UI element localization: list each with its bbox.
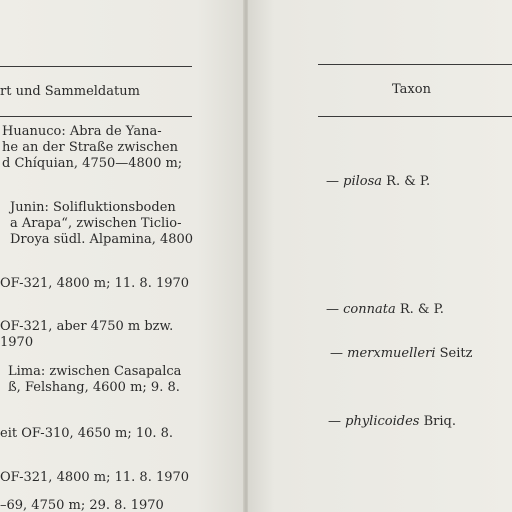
header-rule-left: [0, 116, 192, 117]
locality-entry: Junin: Solifluktionsboden a Arapa“, zwischen Ticlio- Droya südl. Alpamina, 4800: [10, 200, 194, 247]
taxon-entry: — pilosa R. & P.: [326, 174, 431, 189]
locality-entry: eit OF-310, 4650 m; 10. 8.: [0, 426, 174, 441]
column-header-locality: rt und Sammeldatum: [0, 84, 140, 99]
top-rule-left: [0, 66, 192, 67]
locality-entry: OF-321, 4800 m; 11. 8. 1970: [0, 276, 190, 291]
taxon-entry: — connata R. & P.: [326, 302, 444, 317]
locality-entry: Huanuco: Abra de Yana- he an der Straße zwischen d Chíquian, 4750—4800 m;: [2, 124, 183, 171]
locality-entry: Lima: zwischen Casapalca ß, Felshang, 4600 m; 9. 8.: [8, 364, 182, 395]
locality-entry: OF-321, aber 4750 m bzw. 1970: [0, 319, 174, 350]
header-rule-right: [318, 116, 512, 117]
top-rule-right: [318, 64, 512, 65]
column-header-taxon: Taxon: [392, 82, 431, 97]
right-page: [248, 0, 512, 512]
locality-entry: –69, 4750 m; 29. 8. 1970: [0, 498, 164, 512]
taxon-entry: — phylicoides Briq.: [328, 414, 456, 429]
left-page: [0, 0, 246, 512]
taxon-entry: — merxmuelleri Seitz: [330, 346, 473, 361]
locality-entry: OF-321, 4800 m; 11. 8. 1970: [0, 470, 190, 485]
